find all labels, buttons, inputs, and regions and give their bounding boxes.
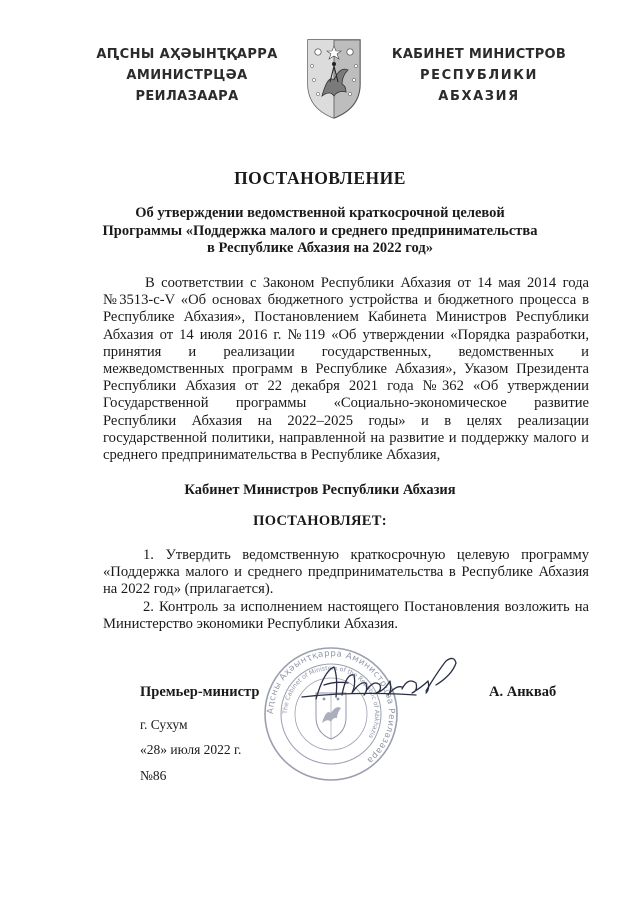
coat-of-arms-emblem-icon <box>304 36 364 120</box>
subtitle-line1: Об утверждении ведомственной краткосрочной целевой <box>135 205 505 221</box>
letterhead-left-line1: АԤСНЫ АҲӘЫНҬҚАРРА <box>96 47 278 62</box>
document-date: «28» июля 2022 г. <box>140 742 242 757</box>
document-number: №86 <box>140 768 167 783</box>
letterhead-right-line1: КАБИНЕТ МИНИСТРОВ <box>391 47 567 62</box>
letterhead-left-line2: АМИНИСТРЦӘА РЕИЛАЗААРА <box>126 68 248 104</box>
document-title: ПОСТАНОВЛЕНИЕ <box>234 168 406 188</box>
document-place: г. Сухум <box>140 717 188 732</box>
signatory-name: А. Анкваб <box>489 684 557 700</box>
seal-outer-text: Аԥсны Аҳәынҭқарра Аминистрцәа Реилазаара <box>265 648 397 766</box>
letterhead-russian <box>384 44 574 107</box>
decree-items <box>103 547 589 633</box>
subtitle-line2: Программы «Поддержка малого и среднего предпринимательства <box>102 222 538 239</box>
issuing-body: Кабинет Министров Республики Абхазия <box>184 482 456 498</box>
letterhead-abkhaz <box>82 44 292 107</box>
handwritten-signature-icon <box>296 651 471 711</box>
letterhead <box>0 36 640 136</box>
decree-heading: ПОСТАНОВЛЯЕТ: <box>253 513 387 529</box>
letterhead-right-line2: РЕСПУБЛИКИ АБХАЗИЯ <box>420 68 538 104</box>
document-subtitle <box>100 205 540 258</box>
decree-item-1: 1. Утвердить ведомственную краткосрочную целевую программу «Поддержка малого и среднего предпринимательства в Республике Абхазия на 2022 год» (прилагается). <box>103 547 589 598</box>
subtitle-line3: в Республике Абхазия на 2022 год» <box>207 240 433 256</box>
preamble-section <box>103 275 589 464</box>
signatory-position: Премьер-министр <box>140 684 260 700</box>
seal-inner-text: The Cabinet of Ministers of the Republic of Abkhazia <box>281 664 381 740</box>
decree-item-2: 2. Контроль за исполнением настоящего Постановления возложить на Министерство экономики Республики Абхазия. <box>103 598 589 632</box>
preamble-paragraph: В соответствии с Законом Республики Абхазия от 14 мая 2014 года №3513-с-V «Об основах бюджетного устройства и бюджетного процесса в Республике Абхазия», Постановлением Кабинета Министров Республики Абхазия от 14 июля 2016 г. №119 «Об утверждении «Порядка разработки, принятия и реализации государственных, ведомственных и межведомственных программ в Республике Абхазия», Указом Президента Республики Абхазия от 22 декабря 2021 года №362 «Об утверждении Государственной программы «Социально-экономическое развитие Республики Абхазия на 2022–2025 годы» и в целях реализации государственной политики, направленной на развитие и поддержку малого и среднего предпринимательства в Республике Абхазия, <box>103 275 589 464</box>
